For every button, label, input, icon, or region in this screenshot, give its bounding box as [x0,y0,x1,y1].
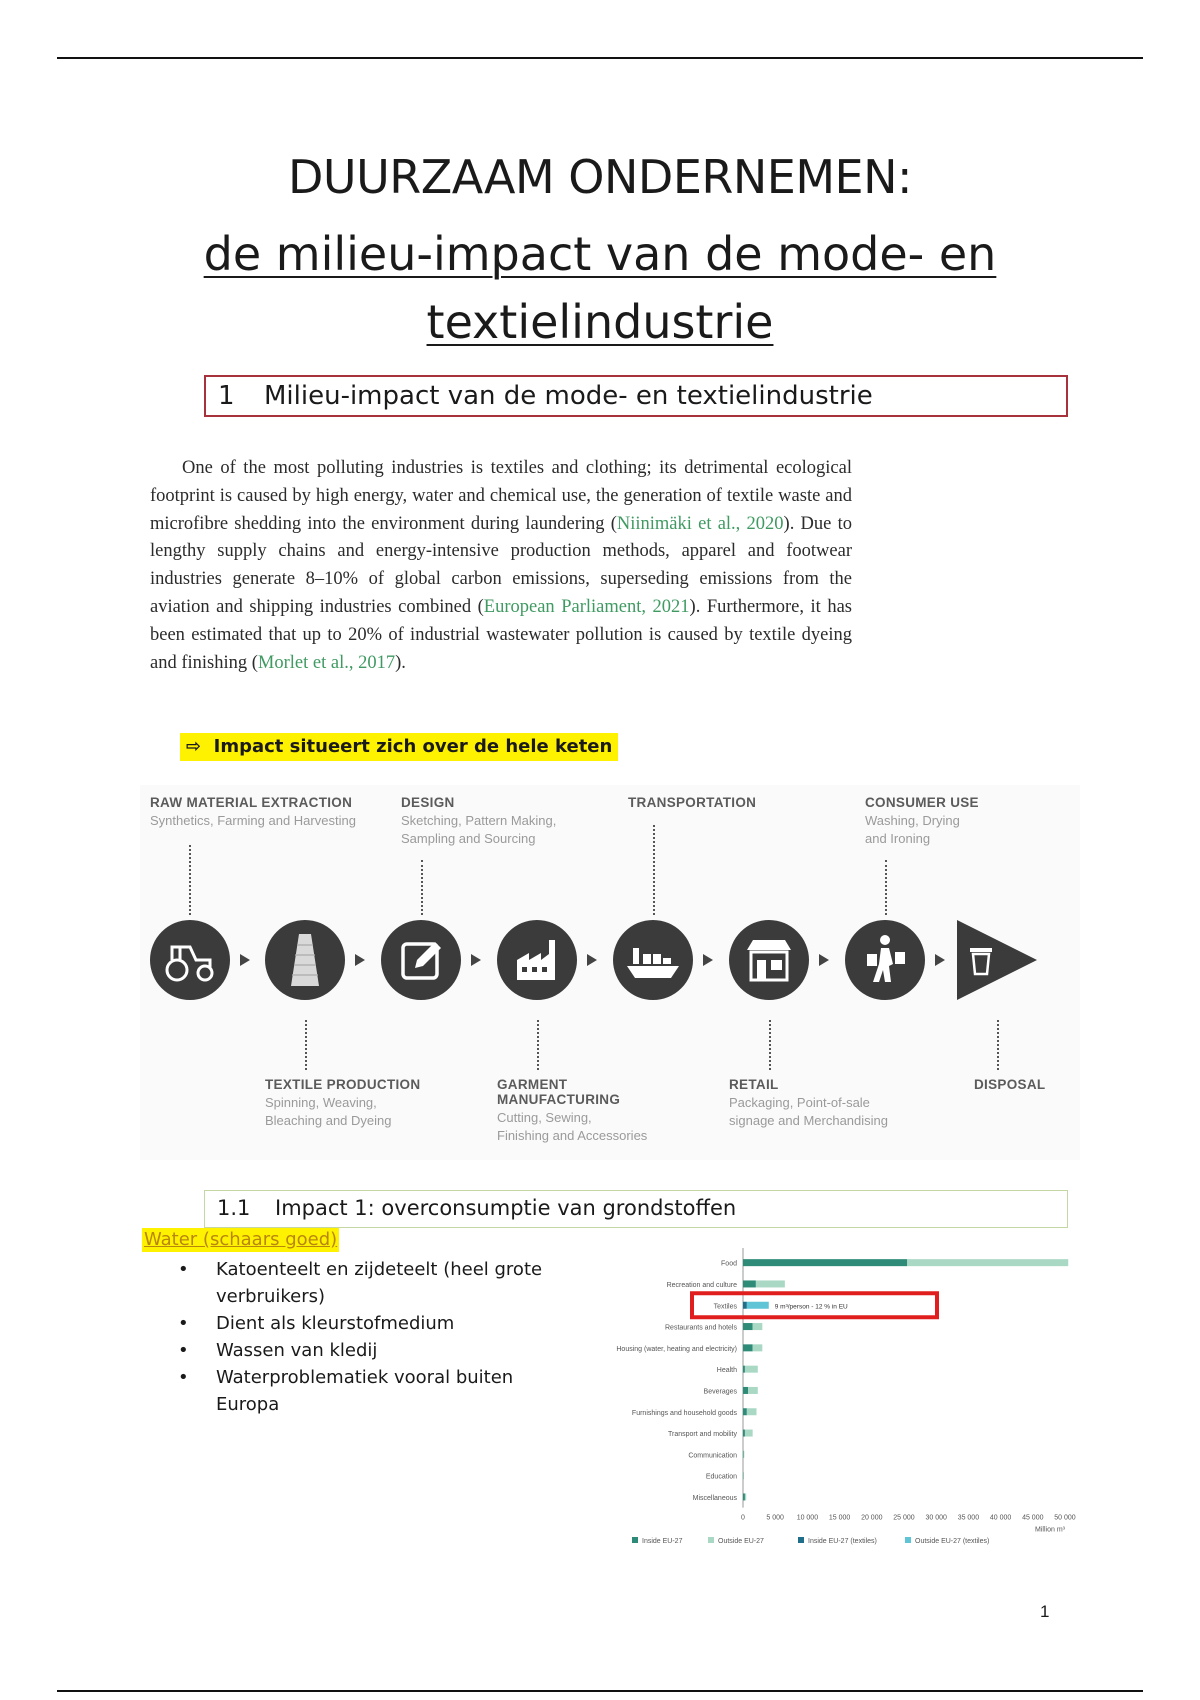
shopper-icon [845,920,925,1000]
x-tick-label: 35 000 [957,1514,980,1522]
chart-bar [748,1387,758,1394]
stage-sub: Packaging, Point-of-sale signage and Merchandising [729,1095,888,1128]
category-label: Transport and mobility [668,1431,737,1439]
chart-bar [745,1493,746,1500]
stage-sub: Cutting, Sewing, Finishing and Accessories [497,1110,648,1143]
list-item: • Dient als kleurstofmedium [178,1310,568,1337]
legend-swatch [632,1537,638,1543]
list-item: • Waterproblematiek vooral buiten Europa [178,1364,568,1418]
x-tick-label: 0 [741,1514,745,1522]
stage-consumer-use [865,795,979,848]
chart-bar [753,1323,763,1330]
x-tick-label: 40 000 [989,1514,1012,1522]
chart-bar [743,1451,744,1458]
chain-arrow [587,954,597,966]
highlight-note [180,733,618,761]
legend-label: Inside EU-27 (textiles) [808,1538,877,1545]
value-chain-diagram [140,785,1080,1160]
highlight-text: Impact situeert zich over de hele keten [213,736,613,757]
legend-swatch [905,1537,911,1543]
stage-title: DISPOSAL [974,1077,1046,1092]
section-1-1-number: 1.1 [217,1196,251,1220]
stage-sub: Synthetics, Farming and Harvesting [150,813,356,828]
stage-retail [729,1077,888,1130]
quoted-paragraph [150,455,852,677]
x-tick-label: 10 000 [796,1514,819,1522]
chart-bar [743,1472,744,1479]
category-label: Textiles [713,1303,737,1311]
connector-dots [189,845,191,915]
quote-text-4: ). [395,652,406,673]
section-1-heading [204,375,1068,417]
connector-dots [997,1020,999,1070]
list-item: • Katoenteelt en zijdeteelt (heel grote verbruikers) [178,1256,568,1310]
stage-sub: Washing, Drying and Ironing [865,813,960,846]
x-tick-label: 45 000 [1022,1514,1044,1522]
category-label: Beverages [703,1388,737,1396]
chart-bar [743,1430,745,1437]
chart-bar [743,1344,753,1351]
edit-pencil-icon [381,920,461,1000]
top-rule [57,57,1143,59]
subtitle-line-2: textielindustrie [426,295,774,349]
bottom-rule [57,1690,1143,1692]
stage-raw-material [150,795,356,830]
chart-bar [747,1302,769,1309]
connector-dots [769,1020,771,1070]
chain-arrow [471,954,481,966]
water-consumption-chart [580,1240,1080,1550]
list-item: • Wassen van kledij [178,1337,568,1364]
cargo-ship-icon [613,920,693,1000]
stage-sub: Spinning, Weaving, Bleaching and Dyeing [265,1095,392,1128]
chain-arrow [819,954,829,966]
chart-bar [743,1408,747,1415]
legend-label: Outside EU-27 [718,1538,764,1545]
chain-arrow [935,954,945,966]
x-tick-label: 15 000 [828,1514,851,1522]
chain-arrow [355,954,365,966]
chart-bar [747,1408,757,1415]
connector-dots [537,1020,539,1070]
chart-bar [743,1323,753,1330]
chart-bar [743,1302,747,1309]
stage-title: DESIGN [401,795,455,810]
chain-arrow [240,954,250,966]
page-title: DUURZAAM ONDERNEMEN: [288,150,912,204]
legend-label: Outside EU-27 (textiles) [915,1538,990,1545]
section-1-number: 1 [218,381,235,411]
x-tick-label: 50 000 [1054,1514,1076,1522]
quote-text-3: ). Furthermore, it has been estimated that up to 20% of industrial wastewater pollution is caused by textile dyeing and finishing ( [150,596,852,673]
legend-swatch [798,1537,804,1543]
x-tick-label: 25 000 [893,1514,915,1522]
connector-dots [653,825,655,915]
water-heading: Water (schaars goed) [144,1229,338,1250]
x-tick-label: 5 000 [766,1514,784,1522]
chain-arrow [703,954,713,966]
chart-bar [743,1280,756,1287]
legend-swatch [708,1537,714,1543]
trash-icon [968,946,994,976]
stage-sub: Sketching, Pattern Making, Sampling and Sourcing [401,813,557,846]
chart-bar [745,1430,753,1437]
page-subtitle [0,220,1200,356]
stage-design [401,795,556,848]
chart-bar [745,1366,758,1373]
factory-icon [497,920,577,1000]
store-icon [729,920,809,1000]
stage-garment-manufacturing [497,1077,647,1145]
chart-bar [907,1259,1068,1266]
x-tick-label: 30 000 [925,1514,947,1522]
connector-dots [885,860,887,915]
legend-label: Inside EU-27 [642,1538,683,1545]
quote-text-1: One of the most polluting industries is textiles and clothing; its detrimental ecological footprint is caused by high energy, water and chemical use, the generation of textile waste and microfibre shedding into the environment during laundering ( [150,458,852,534]
subtitle-line-1: de milieu-impact van de mode- en [203,227,997,281]
connector-dots [421,860,423,915]
stage-title: RAW MATERIAL EXTRACTION [150,795,353,810]
category-label: Furnishings and household goods [631,1409,737,1417]
chart-bar [744,1451,745,1458]
stage-transportation [628,795,756,810]
stage-title: TEXTILE PRODUCTION [265,1077,421,1092]
stage-disposal [974,1077,1045,1092]
stage-textile-production [265,1077,420,1130]
arrow-icon: ⇨ [186,736,202,757]
chart-bar [743,1493,745,1500]
chart-bar [743,1259,907,1266]
category-label: Recreation and culture [666,1281,737,1289]
chart-bar [743,1366,745,1373]
yarn-spool-icon [265,920,345,1000]
chart-svg [580,1240,1080,1550]
connector-dots [305,1020,307,1070]
citation-european-parliament: European Parliament, 2021 [483,596,690,617]
x-tick-label: 20 000 [861,1514,883,1522]
x-axis-label: Million m³ [1035,1526,1065,1534]
stage-title: GARMENT MANUFACTURING [497,1077,621,1107]
chart-bar [756,1280,785,1287]
category-label: Housing (water, heating and electricity) [616,1345,737,1353]
citation-niinimaki: Niinimäki et al., 2020 [616,513,784,534]
tractor-icon [150,920,230,1000]
stage-title: TRANSPORTATION [628,795,757,810]
category-label: Restaurants and hotels [665,1324,737,1332]
citation-morlet: Morlet et al., 2017 [257,652,396,673]
page-number: 1 [1040,1602,1050,1621]
chart-bar [753,1344,763,1351]
category-label: Education [705,1473,737,1481]
chart-annotation: 9 m³/person - 12 % in EU [774,1303,848,1311]
quote-text-2: ). Due to lengthy supply chains and energy-intensive production methods, apparel and footwear industries generate 8–10% of global carbon emissions, superseding emissions from the aviation and shipping industries combined ( [150,513,852,617]
category-label: Health [716,1367,737,1375]
category-label: Communication [688,1452,737,1460]
section-1-1-heading [204,1190,1068,1228]
section-1-1-title: Impact 1: overconsumptie van grondstoffen [275,1196,737,1220]
stage-title: CONSUMER USE [865,795,979,810]
water-bullet-list [178,1256,568,1418]
section-1-title: Milieu-impact van de mode- en textielindustrie [264,381,873,411]
category-label: Miscellaneous [692,1494,737,1502]
category-label: Food [721,1260,737,1268]
stage-title: RETAIL [729,1077,779,1092]
chart-bar [743,1387,748,1394]
